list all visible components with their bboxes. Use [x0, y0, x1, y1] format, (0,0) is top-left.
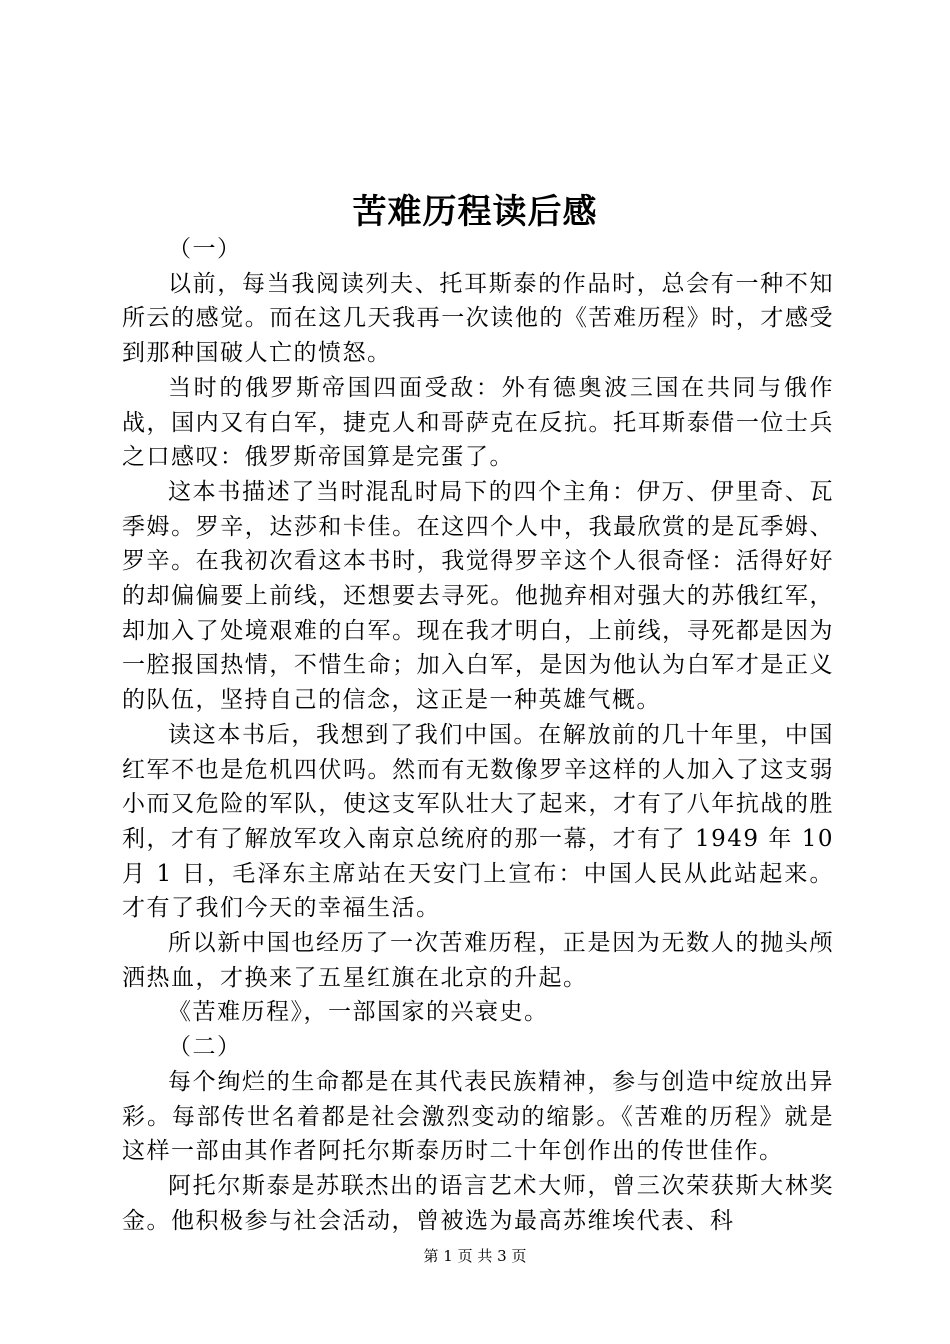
section-marker-1: （一）: [168, 236, 242, 262]
paragraph: 所以新中国也经历了一次苦难历程，正是因为无数人的抛头颅洒热血，才换来了五星红旗在北京的升起。: [122, 930, 834, 991]
section-marker-2: （二）: [168, 1034, 242, 1061]
paragraph: 《苦难历程》，一部国家的兴衰史。: [168, 999, 549, 1026]
paragraph: 每个绚烂的生命都是在其代表民族精神，参与创造中绽放出异彩。每部传世名着都是社会激烈变动的缩影。《苦难的历程》就是这样一部由其作者阿托尔斯泰历时二十年创作出的传世佳作。: [122, 1068, 834, 1165]
page-number-footer: 第 1 页 共 3 页: [423, 1247, 527, 1265]
page-title: 苦难历程读后感: [352, 192, 598, 232]
paragraph: 当时的俄罗斯帝国四面受敌：外有德奥波三国在共同与俄作战，国内又有白军，捷克人和哥萨克在反抗。托耳斯泰借一位士兵之口感叹：俄罗斯帝国算是完蛋了。: [122, 374, 834, 471]
paragraph: 阿托尔斯泰是苏联杰出的语言艺术大师，曾三次荣获斯大林奖金。他积极参与社会活动，曾被选为最高苏维埃代表、科: [122, 1172, 834, 1234]
paragraph: 这本书描述了当时混乱时局下的四个主角：伊万、伊里奇、瓦季姆。罗辛，达莎和卡佳。在这四个人中，我最欣赏的是瓦季姆、罗辛。在我初次看这本书时，我觉得罗辛这个人很奇怪：活得好好的却偏偏要上前线，还想要去寻死。他抛弃相对强大的苏俄红军，却加入了处境艰难的白军。现在我才明白，上前线，寻死都是因为一腔报国热情，不惜生命；加入白军，是因为他认为白军才是正义的队伍，坚持自己的信念，这正是一种英雄气概。: [122, 478, 834, 714]
paragraph: 读这本书后，我想到了我们中国。在解放前的几十年里，中国红军不也是危机四伏吗。然而有无数像罗辛这样的人加入了这支弱小而又危险的军队，使这支军队壮大了起来，才有了八年抗战的胜利，才有了解放军攻入南京总统府的那一幕，才有了 1949 年 10 月 1 日，毛泽东主席站在天安门上宣布：中国人民从此站起来。才有了我们今天的幸福生活。: [122, 721, 834, 922]
paragraph: 以前，每当我阅读列夫、托耳斯泰的作品时，总会有一种不知所云的感觉。而在这几天我再一次读他的《苦难历程》时，才感受到那种国破人亡的愤怒。: [122, 270, 834, 367]
document-body: [122, 232, 834, 1238]
